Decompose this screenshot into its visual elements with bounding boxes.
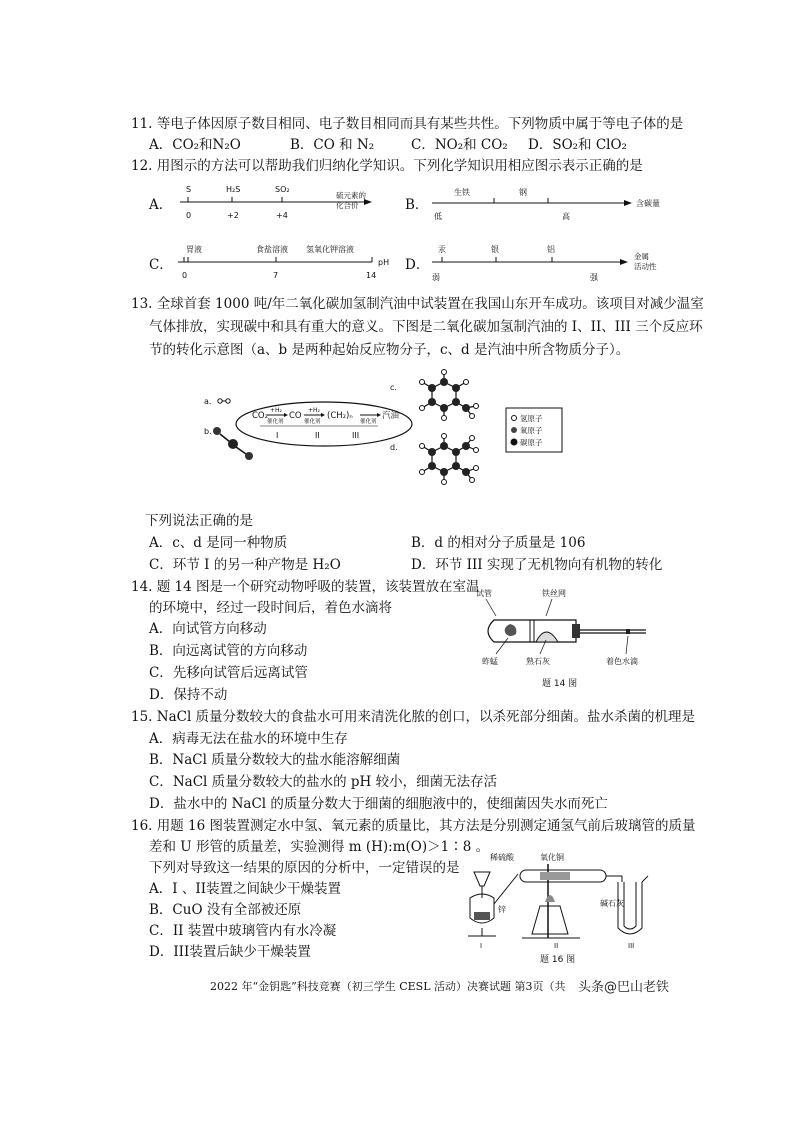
- q14-fig-caption: 题 14 图: [542, 679, 578, 689]
- q13-legend-item: 氢原子: [520, 414, 543, 423]
- q12-b-label: 低: [434, 212, 442, 221]
- q16-option-c: C．II 装置中玻璃管内有水冷凝: [149, 923, 337, 939]
- q14-option-b: B．向远离试管的方向移动: [149, 643, 308, 659]
- q12-a-axis-label: 硫元素的: [336, 191, 366, 200]
- q12-d-label: 强: [590, 273, 598, 282]
- q13-fig-c-label: c.: [390, 383, 397, 392]
- q12-option-b-label: B．: [405, 197, 429, 213]
- q13-fig-gasoline: 汽油: [382, 411, 400, 421]
- q12-stem: 12. 用图示的方法可以帮助我们归纳化学知识。下列化学知识用相应图示表示正确的是: [131, 158, 643, 174]
- q13-fig-step3: III: [352, 431, 360, 440]
- q14-fig-drop-label: 着色水滴: [606, 657, 638, 666]
- q15-option-d: D．盐水中的 NaCl 的质量分数大于细菌的细胞液中的，使细菌因失水而死亡: [149, 796, 608, 812]
- q12-b-label: 钢: [519, 188, 527, 197]
- q13-fig-h2: +H₂: [308, 407, 320, 414]
- q16-fig-cuo-label: 氧化铜: [540, 853, 564, 862]
- q12-diagram-c: [174, 240, 404, 284]
- q12-c-label: 0: [182, 271, 188, 280]
- q11-option-b: B．CO 和 N₂: [290, 137, 375, 153]
- q13-fig-a-label: a.: [204, 397, 212, 406]
- q14-stem-line2: 的环境中，经过一段时间后，着色水滴将: [149, 600, 392, 616]
- q11-option-a: A．CO₂和N₂O: [149, 137, 241, 153]
- q12-diagram-a: [172, 178, 402, 224]
- q16-prompt: 下列对导致这一结果的原因的分析中，一定错误的是: [149, 860, 460, 876]
- q16-fig-zinc-label: 锌: [498, 905, 506, 914]
- watermark: 头条@巴山老铁: [578, 980, 670, 995]
- q11-option-d: D．SO₂和 ClO₂: [528, 137, 627, 153]
- q16-stem-line2: 差和 U 形管的质量差，实验测得 m (H):m(O)＞1∶8 。: [149, 839, 490, 855]
- q16-fig-i-label: I: [480, 942, 483, 950]
- q15-option-c: C．NaCl 质量分数较大的盐水的 pH 较小，细菌无法存活: [149, 774, 498, 790]
- q16-option-d: D．III装置后缺少干燥装置: [149, 944, 311, 960]
- q12-diagram-d: [428, 240, 668, 286]
- q13-fig-b-label: b.: [204, 427, 212, 436]
- q12-d-label: 弱: [432, 273, 440, 282]
- q13-option-c: C．环节 I 的另一种产物是 H₂O: [149, 557, 341, 573]
- q14-stem-line1: 14. 题 14 图是一个研究动物呼吸的装置，该装置放在室温: [131, 579, 480, 595]
- q15-option-a: A．病毒无法在盐水的环境中生存: [149, 731, 348, 747]
- q13-stem-line3: 节的转化示意图（a、b 是两种起始反应物分子，c、d 是汽油中所含物质分子）。: [149, 342, 630, 358]
- page-footer: 2022 年“金钥匙”科技竞赛（初三学生 CESL 活动）决赛试题 第3页（共: [210, 980, 566, 993]
- q12-c-label: 14: [366, 271, 377, 280]
- q12-a-tick-top: SO₂: [275, 185, 290, 194]
- q12-b-label: 高: [562, 212, 570, 221]
- q14-figure: [466, 584, 666, 694]
- q12-a-tick-bottom: 0: [186, 211, 192, 220]
- q12-b-label: 生铁: [454, 188, 470, 197]
- q12-a-tick-top: S: [186, 185, 192, 194]
- q13-fig-step2: II: [315, 431, 320, 440]
- q12-a-tick-top: H₂S: [226, 185, 241, 194]
- q13-fig-catalyst: 催化剂: [267, 419, 284, 425]
- q16-option-b: B．CuO 没有全部被还原: [149, 902, 302, 918]
- q16-figure: [460, 848, 664, 966]
- q16-stem-line1: 16. 用题 16 图装置测定水中氢、氧元素的质量比，其方法是分别测定通氢气前后玻璃管的质量: [131, 818, 696, 834]
- q12-c-label: 7: [273, 271, 279, 280]
- q12-option-a-label: A．: [149, 197, 173, 213]
- q16-fig-iii-label: III: [628, 942, 635, 950]
- q16-fig-caption: 题 16 图: [540, 955, 576, 965]
- q12-diagram-b: [428, 183, 668, 225]
- q14-option-d: D．保持不动: [149, 687, 228, 703]
- q12-d-axis-label: 活动性: [634, 262, 657, 271]
- q13-fig-ch2: (CH₂)ₙ: [327, 411, 353, 421]
- q12-d-label: 铝: [547, 245, 555, 254]
- q12-d-label: 汞: [438, 245, 446, 254]
- q14-fig-tube-label: 试管: [476, 589, 492, 598]
- q14-fig-insect-label: 蚱蜢: [482, 657, 498, 666]
- q13-legend-item: 氧原子: [520, 426, 543, 435]
- q15-option-b: B．NaCl 质量分数较大的盐水能溶解细菌: [149, 752, 401, 768]
- q12-c-label: 胃液: [186, 245, 202, 254]
- q13-fig-d-label: d.: [390, 443, 398, 452]
- q12-option-d-label: D．: [405, 257, 430, 273]
- q13-fig-co: CO: [289, 411, 302, 421]
- q13-fig-catalyst: 催化剂: [304, 419, 321, 425]
- q13-fig-catalyst: 催化剂: [360, 419, 377, 425]
- q16-fig-lime-label: 碱石灰: [600, 899, 624, 908]
- q14-option-c: C．先移向试管后远离试管: [149, 665, 308, 681]
- q14-option-a: A．向试管方向移动: [149, 621, 267, 637]
- q13-prompt: 下列说法正确的是: [145, 513, 253, 529]
- q13-fig-step1: I: [276, 431, 279, 440]
- q14-fig-lime-label: 熟石灰: [526, 657, 550, 666]
- q13-stem-line2: 气体排放，实现碳中和具有重大的意义。下图是二氧化碳加氢制汽油的 I、II、III 三个反应环: [149, 319, 703, 335]
- q12-option-c-label: C．: [149, 257, 173, 273]
- q12-b-axis-label: 含碳量: [636, 199, 660, 208]
- q13-option-d: D．环节 III 实现了无机物向有机物的转化: [411, 557, 663, 573]
- q11-stem: 11. 等电子体因原子数目相同、电子数目相同而具有某些共性。下列物质中属于等电子体的是: [131, 116, 684, 132]
- q16-fig-acid-label: 稀硫酸: [490, 853, 514, 862]
- q13-fig-h2: +H₂: [270, 407, 282, 414]
- q11-option-c: C．NO₂和 CO₂: [411, 137, 508, 153]
- q12-d-axis-label: 金属: [634, 252, 649, 261]
- q12-c-axis-label: pH: [378, 258, 390, 267]
- q13-figure: [200, 368, 600, 508]
- q16-option-a: A．I 、II装置之间缺少干燥装置: [149, 881, 342, 897]
- q12-c-label: 食盐溶液: [256, 245, 288, 254]
- q13-legend-item: 碳原子: [520, 438, 543, 447]
- q12-c-label: 氢氧化钾溶液: [306, 245, 354, 254]
- q14-fig-mesh-label: 铁丝网: [542, 589, 566, 598]
- q13-fig-co2: CO₂: [252, 411, 269, 421]
- q16-fig-ii-label: II: [554, 942, 559, 950]
- q13-stem-line1: 13. 全球首套 1000 吨/年二氧化碳加氢制汽油中试装置在我国山东开车成功。该项目对减少温室: [131, 296, 704, 312]
- q13-option-b: B．d 的相对分子质量是 106: [411, 535, 586, 551]
- q12-a-tick-bottom: +4: [276, 211, 288, 220]
- q13-option-a: A．c、d 是同一种物质: [149, 535, 288, 551]
- q12-a-tick-bottom: +2: [227, 211, 239, 220]
- q15-stem: 15. NaCl 质量分数较大的食盐水可用来清洗化脓的创口，以杀死部分细菌。盐水杀菌的机理是: [131, 709, 696, 725]
- q12-a-axis-label: 化合价: [336, 201, 359, 210]
- q12-d-label: 银: [491, 245, 499, 254]
